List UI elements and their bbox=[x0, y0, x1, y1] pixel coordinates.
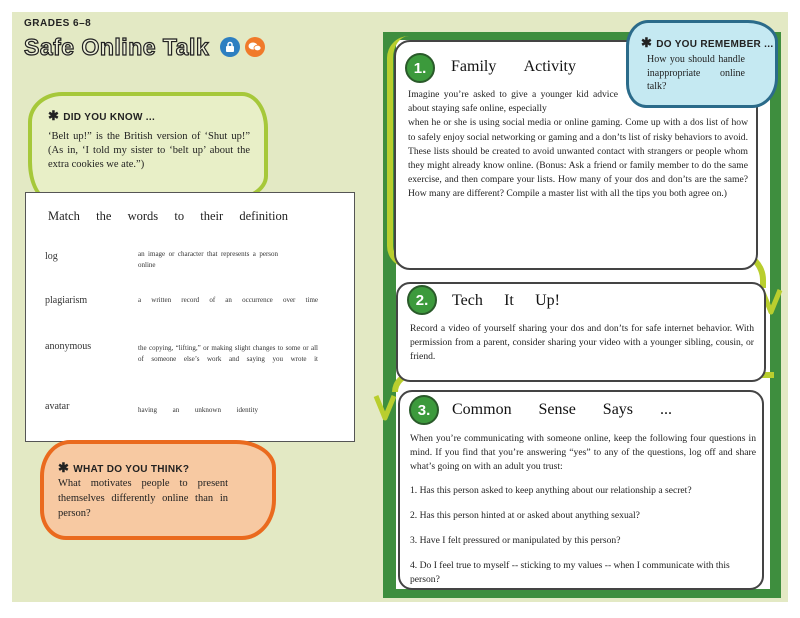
title-word: words bbox=[127, 209, 159, 223]
activity-title: Common Sense Says ... bbox=[452, 401, 672, 418]
chat-icon bbox=[245, 37, 265, 57]
lock-icon bbox=[220, 37, 240, 57]
title-word: definition bbox=[239, 209, 288, 223]
asterisk-icon: ✱ bbox=[48, 108, 60, 123]
term-log: log bbox=[45, 251, 58, 262]
activity-number: 2. bbox=[407, 285, 437, 315]
definition-2: a written record of an occurrence over time bbox=[138, 296, 318, 304]
term-anonymous: anonymous bbox=[45, 341, 92, 352]
question-item: 4. Do I feel true to myself -- sticking to my values -- when I communicate with this person? bbox=[410, 560, 730, 586]
matching-title bbox=[48, 209, 288, 224]
question-item: 2. Has this person hinted at or asked about anything sexual? bbox=[410, 509, 640, 521]
did-you-know-text: ‘Belt up!” is the British version of ‘Shut up!” (As in, ‘I told my sister to ‘belt up’ about the extra cookies we ate.”) bbox=[48, 131, 250, 170]
definition-1: an image or character that represents a person online bbox=[138, 250, 278, 269]
activity-title: Family Activity bbox=[451, 58, 576, 75]
page-title: Safe Online Talk bbox=[24, 34, 210, 60]
title-word: the bbox=[96, 209, 112, 223]
title-word: their bbox=[200, 209, 224, 223]
term-avatar: avatar bbox=[45, 401, 70, 412]
asterisk-icon: ✱ bbox=[58, 460, 70, 475]
question-item: 3. Have I felt pressured or manipulated by this person? bbox=[410, 535, 621, 547]
title-word: to bbox=[174, 209, 185, 223]
do-you-remember-text: How you should handle inappropriate online talk? bbox=[647, 54, 745, 92]
do-you-remember-heading: ✱ DO YOU REMEMBER ... bbox=[641, 35, 774, 50]
activity-text bbox=[410, 432, 756, 599]
question-item: 1. Has this person asked to keep anything about our relationship a secret? bbox=[410, 484, 692, 496]
activity-number: 1. bbox=[405, 53, 435, 83]
activity-number: 3. bbox=[409, 395, 439, 425]
activity-title: Tech It Up! bbox=[452, 292, 560, 309]
did-you-know-bubble bbox=[28, 92, 268, 202]
what-do-you-think-heading: ✱ WHAT DO YOU THINK? bbox=[58, 460, 190, 475]
activity-text: Record a video of yourself sharing your dos and don’ts for safe internet behavior. With permission from a parent, consider sharing your video with a younger sibling, cousin, or friend. bbox=[410, 323, 754, 363]
activity-intro: When you’re communicating with someone online, keep the following four questions in mind. If you find that you’re answering “yes” to any of the questions, log off and share what’s going on with an adult you trust: bbox=[410, 433, 756, 473]
matching-exercise-card bbox=[25, 192, 355, 442]
definition-4: having an unknown identity bbox=[138, 406, 258, 414]
definition-3: the copying, “lifting,” or making slight changes to some or all of someone else’s work and saying you wrote it bbox=[138, 344, 318, 363]
what-do-you-think-text: What motivates people to present themselves differently online than in person? bbox=[58, 478, 228, 519]
title-word: Match bbox=[48, 209, 80, 223]
what-do-you-think-bubble bbox=[40, 440, 276, 540]
activity-card-common-sense-says bbox=[398, 390, 764, 590]
activity-card-tech-it-up bbox=[396, 282, 766, 382]
grade-level-label: GRADES 6–8 bbox=[24, 18, 92, 29]
did-you-know-heading: ✱ DID YOU KNOW ... bbox=[48, 108, 156, 123]
term-plagiarism: plagiarism bbox=[45, 295, 88, 306]
do-you-remember-bubble bbox=[626, 20, 778, 108]
arrow-down-icon bbox=[372, 392, 398, 424]
activity-text: Imagine you’re asked to give a younger kid advice about staying safe online, especially when he or she is using social media or online gaming. Come up with a dos list of how to safely enjoy social networking or gaming and a don’ts list of risky behaviors to avoid. These lists should be created to avoid unwanted contact with strangers or people whom they might already know online. (Bonus: Ask a friend or family member to do the same exercise, and then compare your lists. How many of your dos and don’ts are the same? How many are different? Compile a master list with all the tips you both agree on.) bbox=[408, 89, 748, 200]
asterisk-icon: ✱ bbox=[641, 35, 653, 50]
